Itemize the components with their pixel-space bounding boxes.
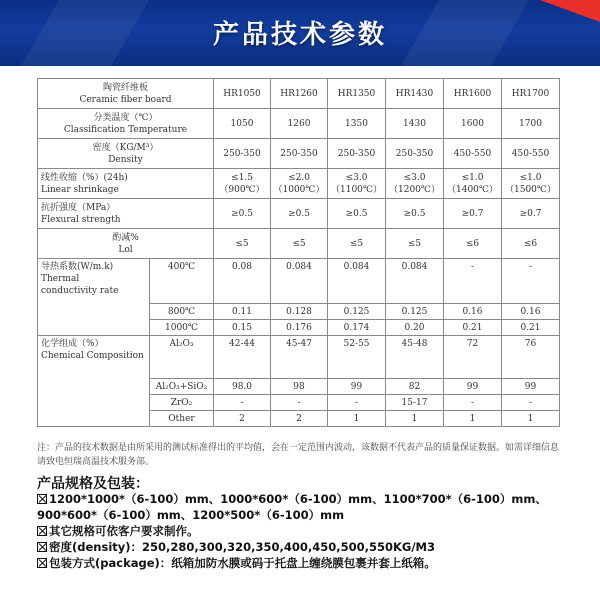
table-cell: ≥0.5 [271,199,328,229]
material-name-en: Ceramic fiber board [79,94,172,105]
component-label: Al₂O₃ [150,336,214,379]
label-cn: 线性收缩（%）(24h) [41,172,128,183]
spec-line [37,491,577,507]
table-row [38,139,560,169]
spec-line [37,555,577,571]
component-label: ZrO₂ [150,395,214,411]
material-name-cn: 陶瓷纤维板 [102,82,148,93]
table-cell: ≥0.5 [386,199,444,229]
material-name-cell [38,79,214,109]
table-cell: ≥0.5 [328,199,386,229]
checkbox-icon [37,558,47,568]
table-cell: ≤5 [271,229,328,259]
banner-title: 产品技术参数 [212,20,387,50]
label-en: Linear shrinkage [41,184,119,195]
table-cell: 72 [444,336,502,379]
table-cell: 0.176 [271,320,328,336]
table-cell: ≤5 [386,229,444,259]
table-cell: 15-17 [386,395,444,411]
table-cell: 2 [214,411,271,427]
table-cell: 1 [502,411,560,427]
spec-text: 其它规格可依客户要求制作。 [49,524,199,538]
table-cell: 450-550 [444,139,502,169]
table-cell: ≤5 [328,229,386,259]
table-cell: 0.125 [386,304,444,320]
table-header-row [38,79,560,109]
table-row [38,336,560,379]
table-cell: 82 [386,379,444,395]
table-cell: 0.125 [328,304,386,320]
table-cell: 45-48 [386,336,444,379]
table-cell: - [444,259,502,304]
table-cell: 250-350 [271,139,328,169]
table-cell: ≥0.5 [214,199,271,229]
table-cell: 1260 [271,109,328,139]
table-cell: ≤3.0 （1200℃） [386,169,444,199]
table-cell: 99 [328,379,386,395]
table-cell: 0.16 [444,304,502,320]
label-cn: 酌减% [112,232,139,243]
label-cn: 导热系数(W/m.k) [41,262,114,272]
row-label [38,169,214,199]
label-en: Thermal [41,274,80,284]
spec-line [37,523,577,539]
label-en: Lol [118,244,133,255]
label-en: Classification Temperature [63,124,188,135]
table-cell: - [271,395,328,411]
label-en: Chemical Composition [41,351,144,361]
checkbox-icon [37,526,47,536]
table-cell: 0.174 [328,320,386,336]
row-label [38,139,214,169]
table-cell: 0.15 [214,320,271,336]
label-cn: 密度（KG/M³） [92,142,159,153]
temp-label: 800℃ [150,304,214,320]
component-label: Al₂O₃+SiO₂ [150,379,214,395]
table-cell: 45-47 [271,336,328,379]
component-label: Other [150,411,214,427]
table-cell: 0.084 [386,259,444,304]
specs-list [37,491,577,571]
grade-header: HR1430 [386,79,444,109]
table-cell: 0.16 [502,304,560,320]
temp-label: 1000℃ [150,320,214,336]
table-cell: 2 [271,411,328,427]
table-cell: 250-350 [386,139,444,169]
table-cell: 0.128 [271,304,328,320]
table-cell: 0.11 [214,304,271,320]
table-cell: ≤1.0 （1400℃） [444,169,502,199]
table-cell: 250-350 [328,139,386,169]
table-cell: ≤6 [502,229,560,259]
table-cell: 1 [328,411,386,427]
table-cell: 99 [502,379,560,395]
grade-header: HR1260 [271,79,328,109]
table-cell: ≥0.7 [502,199,560,229]
table-cell: 0.21 [502,320,560,336]
label-cn: 化学组成（%） [41,339,104,349]
table-cell: 1430 [386,109,444,139]
checkbox-icon [37,542,47,552]
table-cell: ≥0.7 [444,199,502,229]
table-cell: ≤2.0 （1000℃） [271,169,328,199]
table-row [38,229,560,259]
table-row [38,199,560,229]
table-cell: - [328,395,386,411]
label-en: Density [108,154,143,165]
table-cell: 98 [271,379,328,395]
table-cell: 1 [444,411,502,427]
table-row [38,259,560,304]
row-label [38,109,214,139]
grade-header: HR1700 [502,79,560,109]
table-cell: 1700 [502,109,560,139]
specs-title: 产品规格及包装： [37,476,149,492]
table-cell: 42-44 [214,336,271,379]
table-cell: - [502,395,560,411]
row-label [38,199,214,229]
row-label [38,336,150,427]
table-cell: 0.084 [328,259,386,304]
table-cell: ≤3.0 （1100℃） [328,169,386,199]
table-cell: ≤5 [214,229,271,259]
table-cell: ≤1.5 （900℃） [214,169,271,199]
spec-table [37,78,560,427]
table-cell: 0.21 [444,320,502,336]
table-cell: 0.08 [214,259,271,304]
table-cell: - [444,395,502,411]
header-banner [0,0,600,66]
spec-text: 密度(density)：250,280,300,320,350,400,450,500,550KG/M3 [49,540,436,554]
data-disclaimer-note: 注：产品的技术数据是由所采用的测试标准得出的平均值，会在一定范围内波动，该数据不代表产品的质量保证数据。如需详细信息请致电恒瑞高温技术服务部。 [37,443,560,467]
grade-header: HR1600 [444,79,502,109]
temp-label: 400℃ [150,259,214,304]
table-cell: 0.20 [386,320,444,336]
label-en: Flexural strength [41,214,121,225]
spec-text: 1200*1000*（6-100）mm、1000*600*（6-100）mm、1100*700*（6-100）mm、 [49,492,547,506]
table-row [38,169,560,199]
table-cell: 250-350 [214,139,271,169]
spec-line [37,507,577,523]
table-cell: 450-550 [502,139,560,169]
label-cn: 抗折强度（MPa） [41,202,116,213]
table-cell: 1 [386,411,444,427]
table-cell: 52-55 [328,336,386,379]
row-label [38,259,150,336]
table-cell: 76 [502,336,560,379]
label-en: conductivity rate [41,286,119,296]
table-cell: ≤6 [444,229,502,259]
table-cell: ≤1.0 （1500℃） [502,169,560,199]
table-cell: 1050 [214,109,271,139]
table-cell: 1600 [444,109,502,139]
grade-header: HR1350 [328,79,386,109]
label-cn: 分类温度（℃） [93,112,158,123]
grade-header: HR1050 [214,79,271,109]
table-cell: 1350 [328,109,386,139]
spec-text: 900*600*（6-100）mm、1200*500*（6-100）mm [37,508,345,522]
spec-line [37,539,577,555]
table-cell: - [502,259,560,304]
checkbox-icon [37,494,47,504]
row-label [38,229,214,259]
table-cell: 98.0 [214,379,271,395]
table-cell: 0.084 [271,259,328,304]
spec-text: 包装方式(package)：纸箱加防水膜或码于托盘上缠绕膜包裹并套上纸箱。 [49,556,436,570]
table-row [38,109,560,139]
table-cell: 99 [444,379,502,395]
table-cell: - [214,395,271,411]
